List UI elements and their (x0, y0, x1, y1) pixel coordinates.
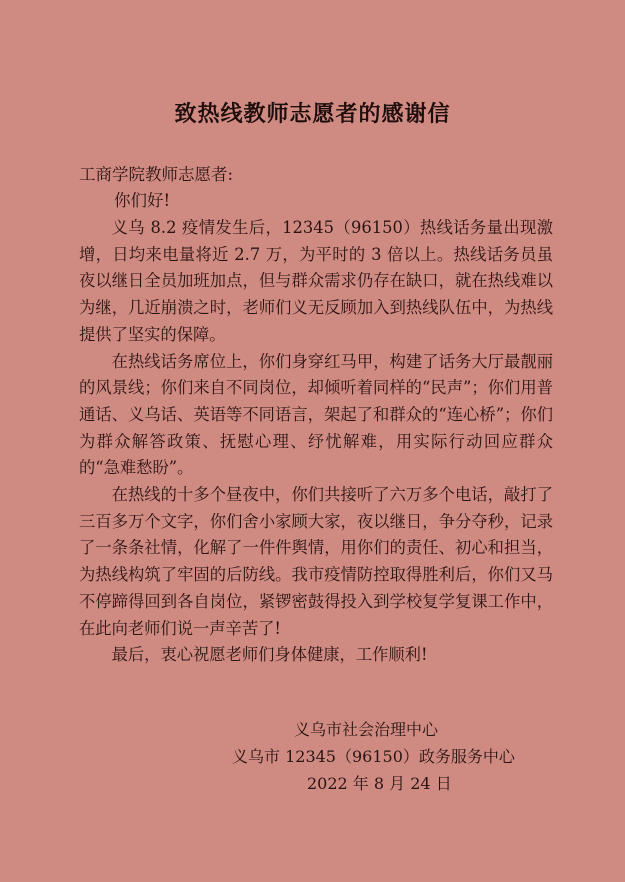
letter-paragraph: 最后，衷心祝愿老师们身体健康，工作顺利! (111, 645, 428, 665)
signature-org-social-governance: 义乌市社会治理中心 (294, 720, 439, 739)
letter-paragraph: 义乌 8.2 疫情发生后，12345（96150）热线话务量出现激增，日均来电量将近 2.7 万，为平时的 3 倍以上。热线话务员虽夜以继日全员加班加点，但与群众需求仍存在缺口，就在热线难以为继，几近崩溃之时，老师们义无反顾加入到热线队伍中，为热线提供了坚实的保障。 (79, 218, 553, 344)
letter-body (79, 215, 553, 669)
letter-paragraph: 在热线的十多个昼夜中，你们共接听了六万多个电话，敲打了三百多万个文字，你们舍小家顾大家，夜以继日，争分夺秒，记录了一条条社情，化解了一件件舆情，用你们的责任、初心和担当，为热线构筑了牢固的后防线。我市疫情防控取得胜利后，你们又马不停蹄得回到各自岗位，紧锣密鼓得投入到学校复学复课工作中，在此向老师们说一声辛苦了! (79, 485, 553, 638)
letter-title: 致热线教师志愿者的感谢信 (174, 101, 451, 127)
signature-date: 2022 年 8 月 24 日 (307, 774, 452, 793)
letter-salutation: 工商学院教师志愿者: (79, 165, 234, 184)
letter-paragraph: 在热线话务席位上，你们身穿红马甲，构建了话务大厅最靓丽的风景线；你们来自不同岗位，却倾听着同样的“民声”；你们用普通话、义乌话、英语等不同语言，架起了和群众的“连心桥”；你们为群众解答政策、抚慰心理、纾忧解难，用实际行动回应群众的“急难愁盼”。 (79, 351, 553, 478)
letter-greeting: 你们好! (114, 191, 171, 210)
signature-org-service-center: 义乌市 12345（96150）政务服务中心 (232, 747, 515, 766)
